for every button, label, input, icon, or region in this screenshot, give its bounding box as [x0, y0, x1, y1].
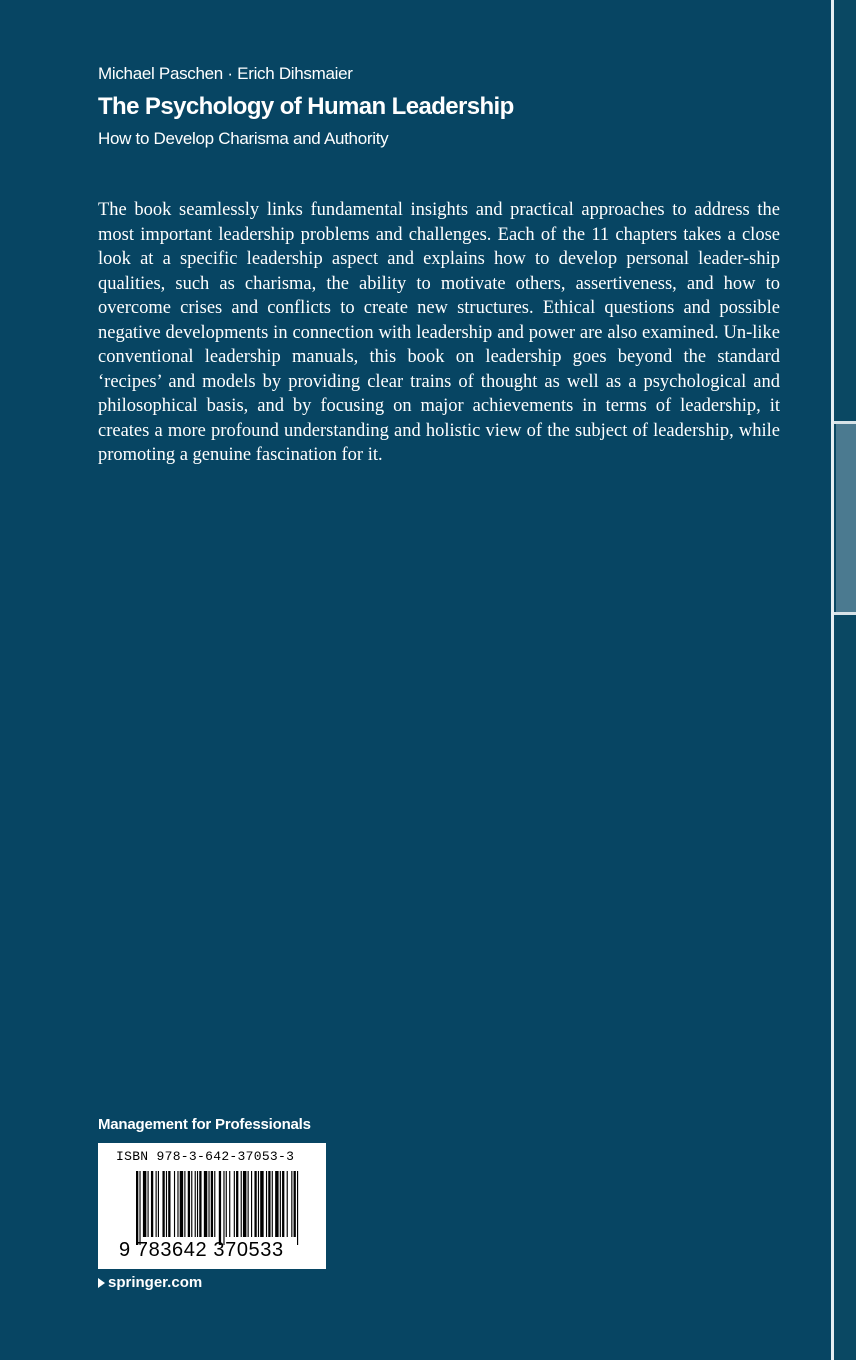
- series-name: Management for Professionals: [98, 1116, 311, 1133]
- spine-area: [834, 0, 856, 1360]
- spine-band: [836, 424, 856, 612]
- barcode-digits: 9 783642 370533: [119, 1239, 284, 1261]
- book-blurb: The book seamlessly links fundamental insights and practical approaches to address the most important leadership problems and challenges. Each of the 11 chapters takes a close look at a specific leadership aspect and explains how to develop personal leader-ship qualities, such as charisma, the ability to motivate others, assertiveness, and how to overcome crises and conflicts to create new structures. Ethical questions and possible negative developments in connection with leadership and power are also examined. Un-like conventional leadership manuals, this book on leadership goes beyond the standard ‘recipes’ and models by providing clear trains of thought as well as a psychological and philosophical basis, and by focusing on major achievements in terms of leadership, it creates a more profound understanding and holistic view of the subject of leadership, while promoting a genuine fascination for it.: [98, 200, 780, 465]
- publisher-link[interactable]: [98, 1274, 202, 1291]
- spine-divider: [831, 0, 834, 1360]
- spine-band-bottom-rule: [834, 612, 856, 615]
- isbn-label: ISBN 978-3-642-37053-3: [116, 1149, 295, 1164]
- publisher-link-text: springer.com: [108, 1274, 203, 1291]
- isbn-barcode: [98, 1143, 326, 1269]
- book-title: The Psychology of Human Leadership: [98, 93, 514, 120]
- book-authors: Michael Paschen · Erich Dihsmaier: [98, 64, 353, 83]
- book-subtitle: How to Develop Charisma and Authority: [98, 129, 389, 148]
- arrow-right-icon: [98, 1278, 105, 1288]
